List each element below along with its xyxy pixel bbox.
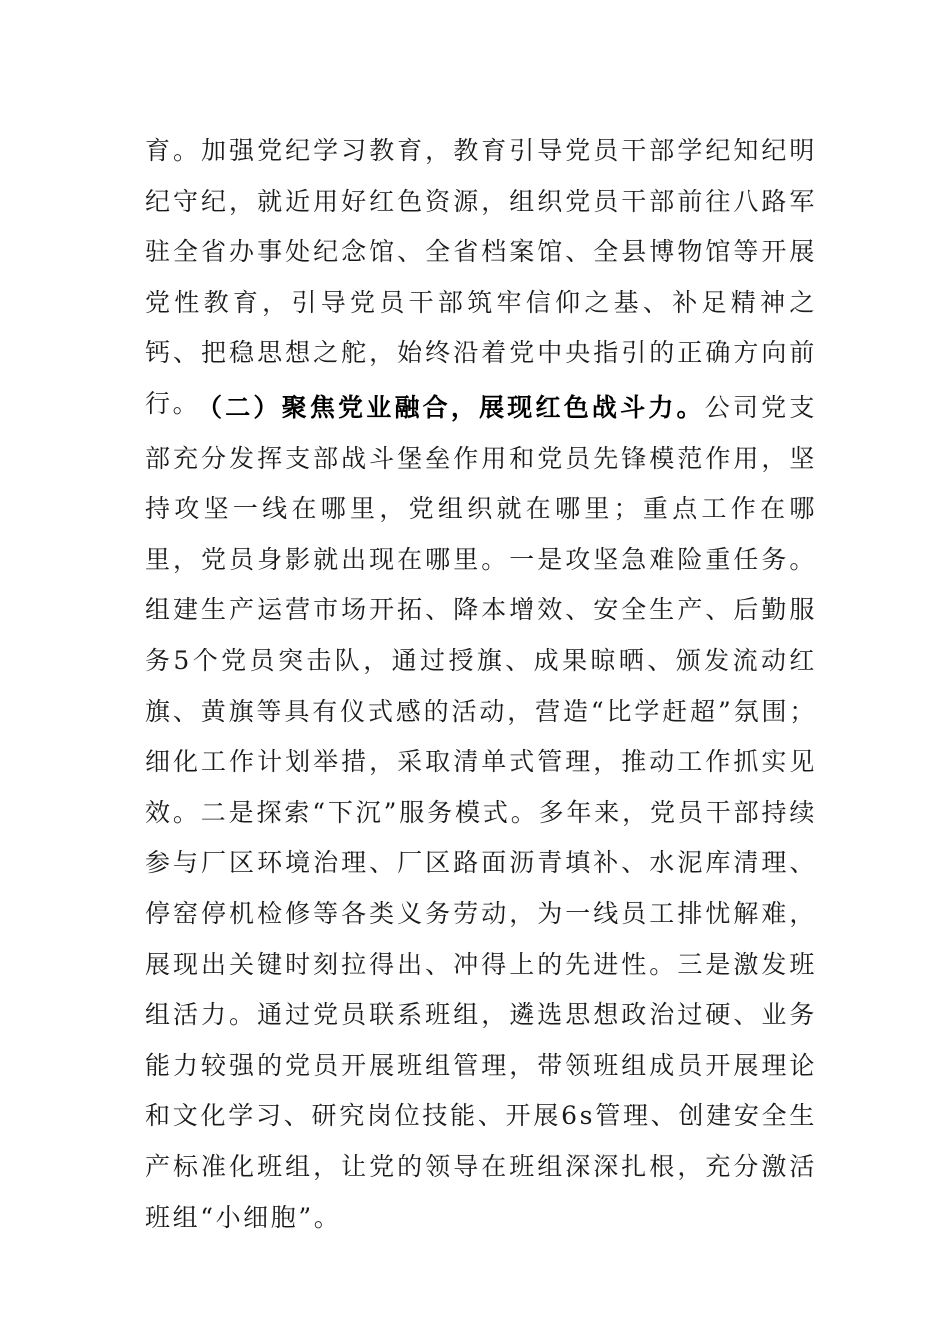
paragraph-party-education: 育。加强党纪学习教育，教育引导党员干部学纪知纪明纪守纪，就近用好红色资源，组织党员干部前往八路军驻全省办事处纪念馆、全省档案馆、全县博物馆等开展党性教育，引导党员干部筑牢信仰之基、补足精神之钙、把稳思想之舵，始终沿着党中央指引的正确方向前行。 xyxy=(145,136,817,418)
paragraph-party-business-integration xyxy=(145,383,817,1243)
paragraph-body: 公司党支部充分发挥支部战斗堡垒作用和党员先锋模范作用，坚持攻坚一线在哪里，党组织就在哪里；重点工作在哪里，党员身影就出现在哪里。一是攻坚急难险重任务。组建生产运营市场开拓、降本增效、安全生产、后勤服务5个党员突击队，通过授旗、成果晾晒、颁发流动红旗、黄旗等具有仪式感的活动，营造“比学赶超”氛围；细化工作计划举措，采取清单式管理，推动工作抓实见效。二是探索“下沉”服务模式。多年来，党员干部持续参与厂区环境治理、厂区路面沥青填补、水泥库清理、停窑停机检修等各类义务劳动，为一线员工排忧解难，展现出关键时刻拉得出、冲得上的先进性。三是激发班组活力。通过党员联系班组，遴选思想政治过硬、业务能力较强的党员开展班组管理，带领班组成员开展理论和文化学习、研究岗位技能、开展6s管理、创建安全生产标准化班组，让党的领导在班组深深扎根，充分激活班组“小细胞”。 xyxy=(145,393,817,1232)
section-heading: （二）聚焦党业融合，展现红色战斗力。 xyxy=(197,393,705,422)
